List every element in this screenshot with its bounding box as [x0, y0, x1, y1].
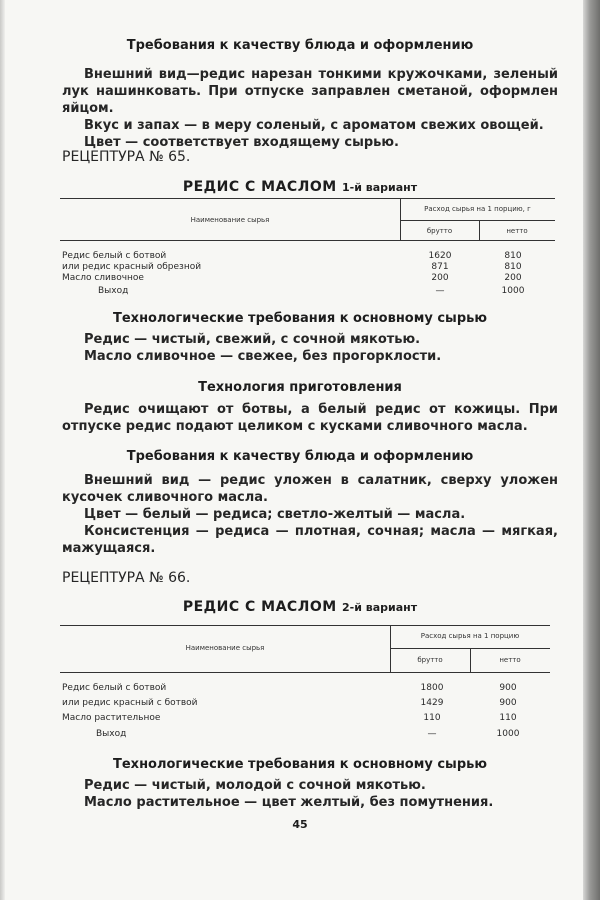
tech-text: Редис очищают от ботвы, а белый редис от кожицы. При отпуске редис подают целиком с кусками сливочного масла.	[62, 402, 558, 434]
quality-line: Цвет — белый — редиса; светло-желтый — масла.	[84, 507, 466, 522]
table-row-name: Редис белый с ботвой	[62, 683, 167, 693]
table-row-name: Редис белый с ботвой	[62, 251, 167, 261]
col-group-header: Расход сырья на 1 порцию	[420, 632, 520, 640]
col-brutto-header: брутто	[426, 227, 453, 235]
recipe-65-quality-heading: Требования к качеству блюда и оформлению	[126, 449, 474, 464]
table-row-brutto: 1429	[420, 698, 444, 708]
table-row-name: или редис красный обрезной	[62, 262, 202, 272]
table-row-brutto: 110	[423, 713, 441, 723]
recipe-66-req-text	[62, 777, 558, 811]
table-row-brutto: —	[435, 286, 445, 296]
table-rule	[60, 672, 550, 673]
top-quality-text	[62, 66, 558, 151]
recipe-66-req-heading: Технологические требования к основному сырью	[113, 757, 487, 772]
page-right-shadow	[583, 0, 600, 900]
recipe-66-label: РЕЦЕПТУРА № 66.	[62, 570, 191, 586]
col-name-header: Наименование сырья	[190, 216, 270, 224]
table-row-name: Масло растительное	[62, 713, 161, 723]
table-row-netto: 1000	[496, 729, 520, 739]
table-row-brutto: 1800	[420, 683, 444, 693]
top-quality-heading: Требования к качеству блюда и оформлению	[126, 38, 474, 53]
recipe-65-req-text	[62, 331, 558, 365]
top-quality-line: Внешний вид—редис нарезан тонкими кружочками, зеленый лук нашинковать. При отпуске заправлен сметаной, оформлен яйцом.	[62, 67, 558, 116]
recipe-65-tech-heading: Технология приготовления	[198, 380, 402, 395]
col-netto-header: нетто	[506, 227, 528, 235]
table-row-brutto: 200	[431, 273, 449, 283]
table-row-netto: 110	[499, 713, 517, 723]
table-row-netto: 900	[499, 698, 517, 708]
req-line: Масло растительное — цвет желтый, без помутнения.	[84, 795, 494, 810]
quality-line: Внешний вид — редис уложен в салатник, сверху уложен кусочек сливочного масла.	[62, 473, 558, 505]
col-name-header: Наименование сырья	[185, 644, 265, 652]
table-row-netto: 1000	[501, 286, 525, 296]
top-quality-line: Вкус и запах — в меру соленый, с ароматом свежих овощей.	[84, 118, 544, 133]
req-line: Редис — чистый, молодой с сочной мякотью.	[84, 778, 426, 793]
table-row-brutto: 1620	[428, 251, 452, 261]
table-row-netto: 810	[504, 251, 522, 261]
recipe-66-title	[60, 598, 540, 617]
table-row-netto: 200	[504, 273, 522, 283]
req-line: Редис — чистый, свежий, с сочной мякотью.	[84, 332, 421, 347]
recipe-65-req-heading: Технологические требования к основному сырью	[113, 311, 487, 326]
recipe-65-variant: 1-й вариант	[342, 181, 418, 194]
table-row-netto: 810	[504, 262, 522, 272]
recipe-65-title-text: РЕДИС С МАСЛОМ	[182, 179, 337, 195]
table-rule	[60, 198, 555, 199]
col-netto-header: нетто	[499, 656, 521, 664]
table-rule	[400, 220, 555, 221]
req-line: Масло сливочное — свежее, без прогорклости.	[84, 349, 442, 364]
page-number: 45	[292, 818, 308, 831]
recipe-65-title	[60, 178, 540, 197]
table-row-netto: 900	[499, 683, 517, 693]
table-rule	[60, 625, 550, 626]
recipe-66-variant: 2-й вариант	[342, 601, 418, 614]
page-left-edge	[0, 0, 5, 900]
table-row-brutto: 871	[431, 262, 449, 272]
table-row-name: Масло сливочное	[62, 273, 144, 283]
table-row-name: или редис красный с ботвой	[62, 698, 198, 708]
col-group-header: Расход сырья на 1 порцию, г	[424, 205, 531, 213]
recipe-65-label: РЕЦЕПТУРА № 65.	[62, 149, 191, 165]
table-row-name: Выход	[98, 286, 129, 296]
recipe-65-quality-text	[62, 472, 558, 557]
recipe-65-tech-text	[62, 401, 558, 435]
table-row-brutto: —	[427, 729, 437, 739]
quality-line: Консистенция — редиса — плотная, сочная; масла — мягкая, мажущаяся.	[62, 524, 558, 556]
top-quality-line: Цвет — соответствует входящему сырью.	[84, 135, 399, 150]
table-row-name: Выход	[96, 729, 127, 739]
recipe-66-title-text: РЕДИС С МАСЛОМ	[182, 599, 337, 615]
col-brutto-header: брутто	[417, 656, 443, 664]
table-rule	[60, 240, 555, 241]
